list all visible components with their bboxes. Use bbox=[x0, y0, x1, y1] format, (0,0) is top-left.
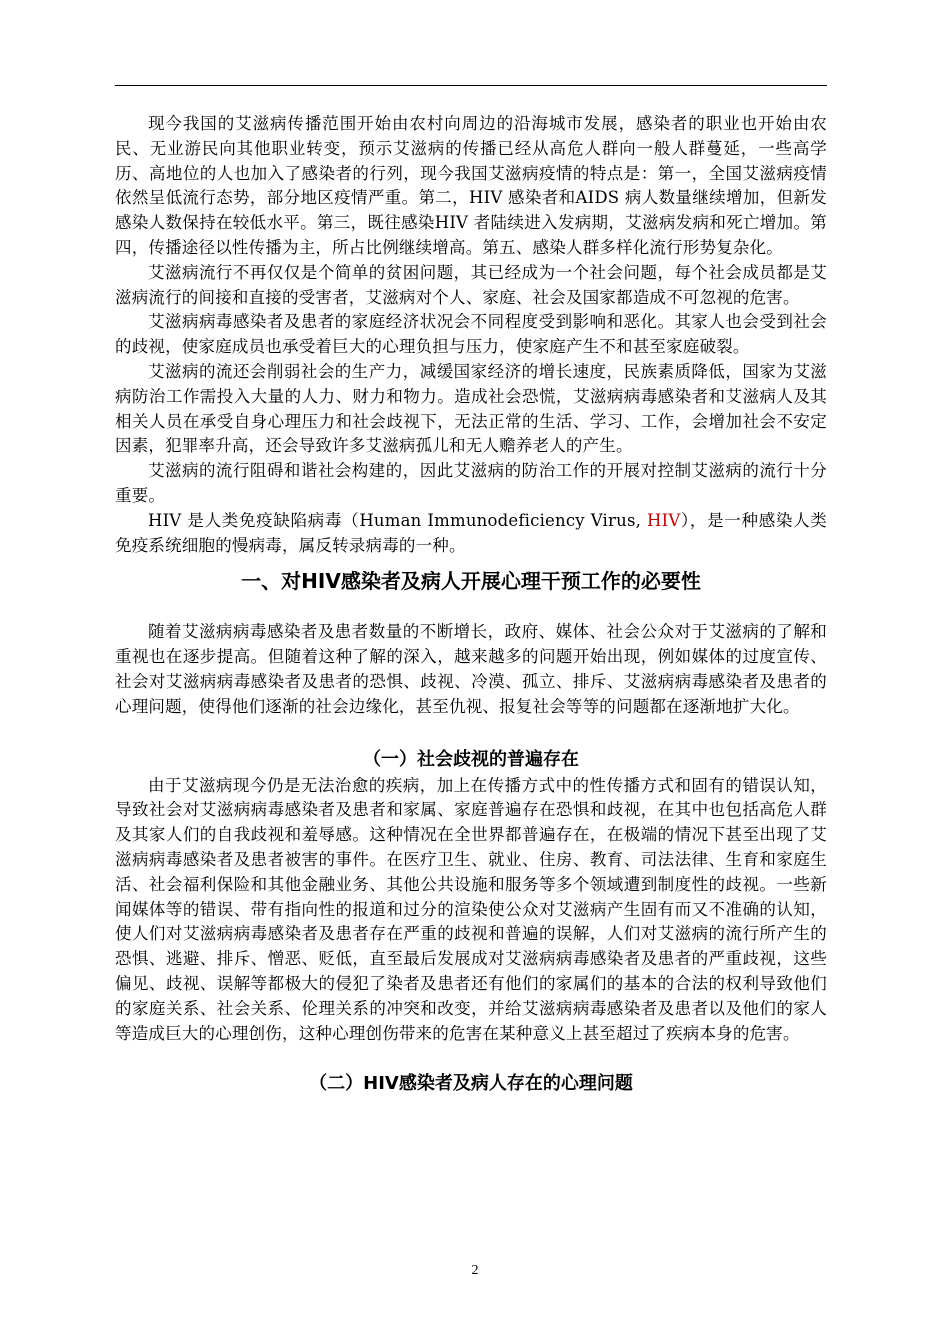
subsection-heading-psychological-problems: （二）HIV感染者及病人存在的心理问题 bbox=[309, 1073, 633, 1095]
subsection-heading-social-discrimination: （一）社会歧视的普遍存在 bbox=[363, 748, 579, 770]
header-rule bbox=[115, 85, 827, 86]
paragraph: 艾滋病的流还会削弱社会的生产力，减缓国家经济的增长速度，民族素质降低，国家为艾滋病防治工作需投入大量的人力、财力和物力。造成社会恐慌，艾滋病病毒感染者和艾滋病人及其相关人员在承受自身心理压力和社会歧视下，无法正常的生活、学习、工作，会增加社会不安定因素，犯罪率升高，还会导致许多艾滋病孤儿和无人赡养老人的产生。 bbox=[115, 361, 827, 456]
hiv-text-after: ），是一种感染人类免疫系统细胞的慢病毒，属反转录病毒的一种。 bbox=[115, 510, 827, 555]
hiv-definition-paragraph bbox=[115, 509, 827, 559]
paragraph: 现今我国的艾滋病传播范围开始由农村向周边的沿海城市发展，感染者的职业也开始由农民、无业游民向其他职业转变，预示艾滋病的传播已经从高危人群向一般人群蔓延，一些高学历、高地位的人也加入了感染者的行列，现今我国艾滋病疫情的特点是：第一，全国艾滋病疫情依然呈低流行态势，部分地区疫情严重。第二，HIV 感染者和AIDS 病人数量继续增加，但新发感染人数保持在较低水平。第三，既往感染HIV 者陆续进入发病期，艾滋病发病和死亡增加。第四，传播途径以性传播为主，所占比例继续增高。第五、感染人群多样化流行形势复杂化。 bbox=[115, 114, 827, 257]
hiv-highlight: HIV bbox=[647, 510, 681, 530]
paragraph: 随着艾滋病病毒感染者及患者数量的不断增长，政府、媒体、社会公众对于艾滋病的了解和重视也在逐步提高。但随着这种了解的深入，越来越多的问题开始出现，例如媒体的过度宣传、社会对艾滋病病毒感染者及患者的恐惧、歧视、冷漠、孤立、排斥、艾滋病病毒感染者及患者的心理问题，使得他们逐渐的社会边缘化，甚至仇视、报复社会等等的问题都在逐渐地扩大化。 bbox=[115, 622, 827, 716]
page-body bbox=[115, 112, 827, 1098]
hiv-text-before: HIV 是人类免疫缺陷病毒（Human Immunodeficiency Virus, bbox=[148, 510, 648, 530]
paragraph: 艾滋病的流行阻碍和谐社会构建的，因此艾滋病的防治工作的开展对控制艾滋病的流行十分重要。 bbox=[115, 461, 827, 505]
paragraph: 艾滋病病毒感染者及患者的家庭经济状况会不同程度受到影响和恶化。其家人也会受到社会的歧视，使家庭成员也承受着巨大的心理负担与压力，使家庭产生不和甚至家庭破裂。 bbox=[115, 312, 827, 357]
paragraph: 艾滋病流行不再仅仅是个简单的贫困问题，其已经成为一个社会问题，每个社会成员都是艾滋病流行的间接和直接的受害者，艾滋病对个人、家庭、社会及国家都造成不可忽视的危害。 bbox=[115, 262, 827, 307]
section-heading-1: 一、对HIV感染者及病人开展心理干预工作的必要性 bbox=[241, 569, 701, 594]
page-number: 2 bbox=[471, 1263, 479, 1278]
paragraph: 由于艾滋病现今仍是无法治愈的疾病，加上在传播方式中的性传播方式和固有的错误认知，导致社会对艾滋病病毒感染者及患者和家属、家庭普遍存在恐惧和歧视，在其中也包括高危人群及其家人们的自我歧视和羞辱感。这种情况在全世界都普遍存在，在极端的情况下甚至出现了艾滋病病毒感染者及患者被害的事件。在医疗卫生、就业、住房、教育、司法法律、生育和家庭生活、社会福利保险和其他金融业务、其他公共设施和服务等多个领域遭到制度性的歧视。一些新闻媒体等的错误、带有指向性的报道和过分的渲染使公众对艾滋病产生固有而又不准确的认知，使人们对艾滋病病毒感染者及患者存在严重的歧视和普遍的误解，人们对艾滋病的流行所产生的恐惧、逃避、排斥、憎恶、贬低，直至最后发展成对艾滋病病毒感染者及患者的严重歧视，这些偏见、歧视、误解等都极大的侵犯了染者及患者还有他们的家属们的基本的合法的权利导致他们的家庭关系、社会关系、伦理关系的冲突和改变，并给艾滋病病毒感染者及患者以及他们的家人等造成巨大的心理创伤，这种心理创伤带来的危害在某种意义上甚至超过了疾病本身的危害。 bbox=[115, 775, 827, 1043]
